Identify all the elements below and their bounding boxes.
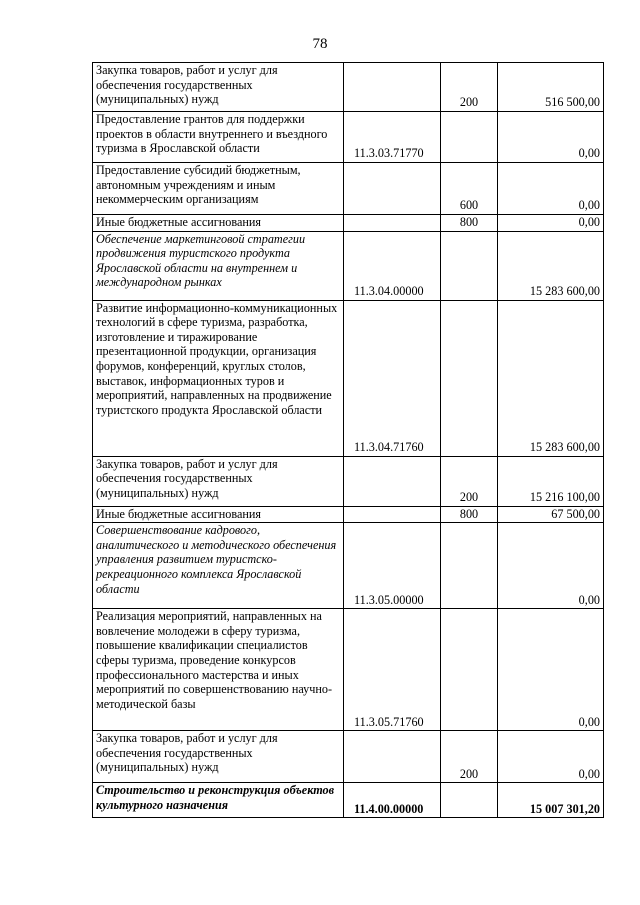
row-sum: 0,00 — [498, 215, 604, 232]
row-sum: 15 283 600,00 — [498, 300, 604, 456]
row-code: 11.3.05.71760 — [344, 609, 441, 731]
table-row — [93, 609, 604, 731]
row-code — [344, 163, 441, 215]
table-row — [93, 112, 604, 163]
row-sum: 0,00 — [498, 112, 604, 163]
row-name: Иные бюджетные ассигнования — [93, 506, 344, 523]
row-type — [441, 609, 498, 731]
table-row — [93, 523, 604, 609]
row-type: 600 — [441, 163, 498, 215]
row-name: Совершенствование кадрового, аналитического и методического обеспечения управления развитием туристско-рекреационного комплекса Ярославской области — [93, 523, 344, 609]
row-code: 11.3.03.71770 — [344, 112, 441, 163]
row-type — [441, 112, 498, 163]
table-row — [93, 300, 604, 456]
row-sum: 516 500,00 — [498, 63, 604, 112]
row-type — [441, 783, 498, 818]
row-type: 800 — [441, 506, 498, 523]
table-row — [93, 63, 604, 112]
row-code — [344, 506, 441, 523]
row-sum: 0,00 — [498, 609, 604, 731]
row-name: Строительство и реконструкция объектов культурного назначения — [93, 783, 344, 818]
row-code: 11.4.00.00000 — [344, 783, 441, 818]
row-name: Реализация мероприятий, направленных на вовлечение молодежи в сферу туризма, повышение квалификации специалистов сферы туризма, проведение конкурсов профессионального мастерства и иных мероприятий по совершенствованию научно-методической базы — [93, 609, 344, 731]
table-row — [93, 783, 604, 818]
table-row — [93, 731, 604, 783]
row-sum: 0,00 — [498, 731, 604, 783]
table-row — [93, 163, 604, 215]
table-row — [93, 456, 604, 506]
row-sum: 15 283 600,00 — [498, 231, 604, 300]
budget-table — [92, 62, 604, 818]
row-type: 800 — [441, 215, 498, 232]
row-code: 11.3.04.00000 — [344, 231, 441, 300]
row-type: 200 — [441, 456, 498, 506]
row-code — [344, 731, 441, 783]
row-code — [344, 456, 441, 506]
row-name: Развитие информационно-коммуникационных технологий в сфере туризма, разработка, изготовление и тиражирование презентационной продукции, организация форумов, конференций, круглых столов, выставок, информационных туров и мероприятий, направленных на продвижение туристского продукта Ярославской области — [93, 300, 344, 456]
row-name: Предоставление субсидий бюджетным, автономным учреждениям и иным некоммерческим организациям — [93, 163, 344, 215]
row-code — [344, 215, 441, 232]
page-number: 78 — [312, 36, 328, 52]
row-sum: 67 500,00 — [498, 506, 604, 523]
row-name: Предоставление грантов для поддержки проектов в области внутреннего и въездного туризма в Ярославской области — [93, 112, 344, 163]
row-type: 200 — [441, 731, 498, 783]
table-row — [93, 506, 604, 523]
row-type — [441, 523, 498, 609]
row-type — [441, 300, 498, 456]
row-code: 11.3.04.71760 — [344, 300, 441, 456]
row-name: Закупка товаров, работ и услуг для обеспечения государственных (муниципальных) нужд — [93, 731, 344, 783]
row-code — [344, 63, 441, 112]
row-sum: 15 216 100,00 — [498, 456, 604, 506]
row-sum: 0,00 — [498, 163, 604, 215]
row-code: 11.3.05.00000 — [344, 523, 441, 609]
table-row — [93, 231, 604, 300]
row-type: 200 — [441, 63, 498, 112]
row-name: Обеспечение маркетинговой стратегии продвижения туристского продукта Ярославской области на внутреннем и международном рынках — [93, 231, 344, 300]
row-type — [441, 231, 498, 300]
row-sum: 0,00 — [498, 523, 604, 609]
row-name: Закупка товаров, работ и услуг для обеспечения государственных (муниципальных) нужд — [93, 456, 344, 506]
row-name: Иные бюджетные ассигнования — [93, 215, 344, 232]
table-row — [93, 215, 604, 232]
row-sum: 15 007 301,20 — [498, 783, 604, 818]
row-name: Закупка товаров, работ и услуг для обеспечения государственных (муниципальных) нужд — [93, 63, 344, 112]
